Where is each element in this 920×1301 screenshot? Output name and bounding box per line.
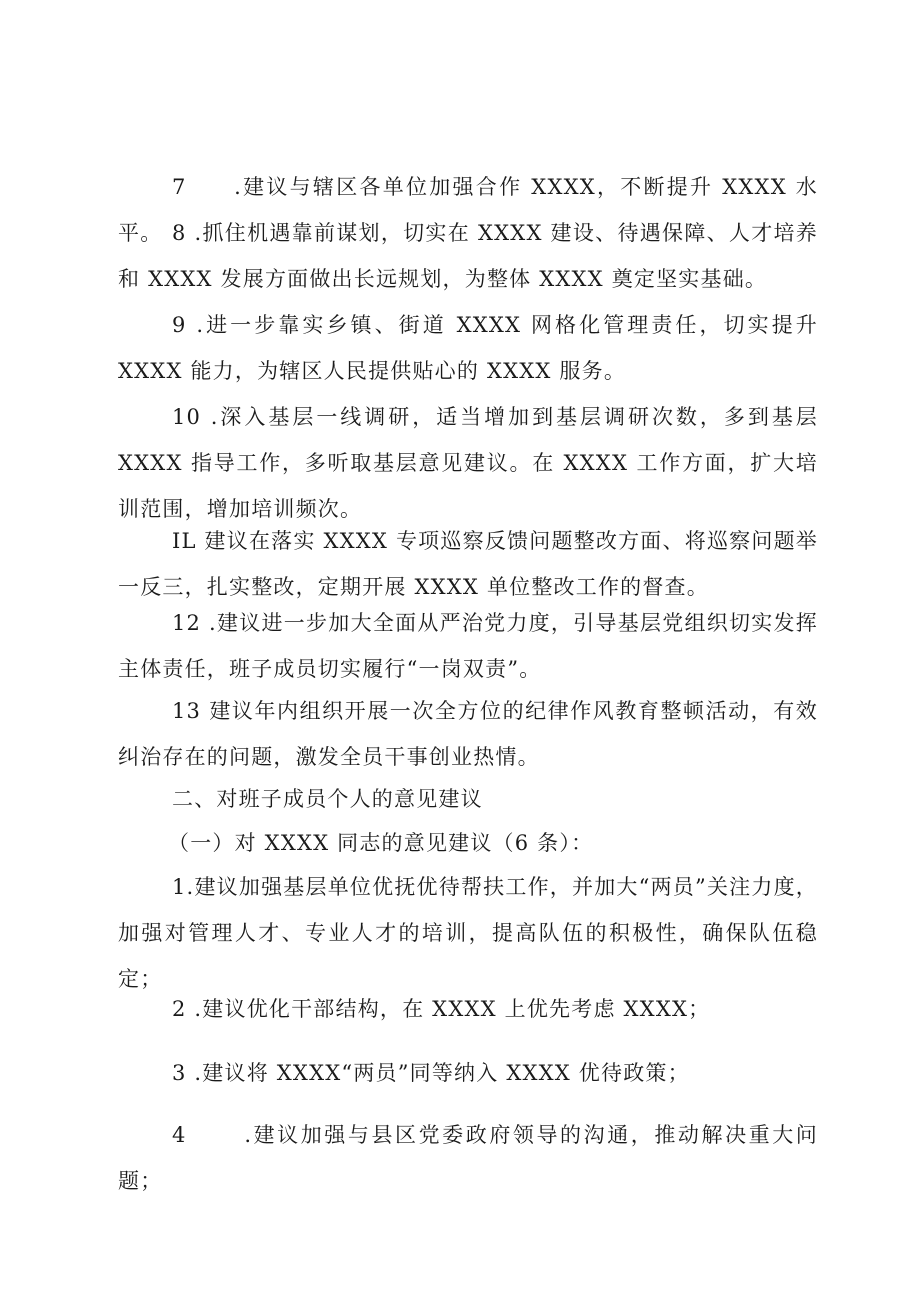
paragraph-11: IL 建议在落实 XXXX 专项巡察反馈问题整改方面、将巡察问题举一反三，扎实整改，定期开展 XXXX 单位整改工作的督查。	[118, 529, 818, 599]
list-item-1: 1.建议加强基层单位优抚优待帮扶工作，并加大“两员”关注力度，加强对管理人才、专业人才的培训，提高队伍的积极性，确保队伍稳定；	[118, 875, 818, 991]
paragraph-7: 7 .建议与辖区各单位加强合作 XXXX，不断提升 XXXX 水平。	[118, 175, 818, 245]
sub-heading: （一）对 XXXX 同志的意见建议（6 条）：	[168, 831, 594, 855]
paragraph-13: 13 建议年内组织开展一次全方位的纪律作风教育整顿活动，有效纠治存在的问题，激发全员干事创业热情。	[118, 699, 818, 769]
paragraph-12: 12 .建议进一步加大全面从严治党力度，引导基层党组织切实发挥主体责任，班子成员切实履行“一岗双责”。	[118, 611, 818, 681]
list-item-3: 3 .建议将 XXXX“两员”同等纳入 XXXX 优待政策；	[172, 1061, 690, 1085]
paragraph-9: 9 .进一步靠实乡镇、街道 XXXX 网格化管理责任，切实提升 XXXX 能力，为辖区人民提供贴心的 XXXX 服务。	[118, 313, 826, 383]
list-item-2: 2 .建议优化干部结构，在 XXXX 上优先考虑 XXXX；	[172, 997, 711, 1021]
paragraph-8: 8 .抓住机遇靠前谋划，切实在 XXXX 建设、待遇保障、人才培养和 XXXX 发展方面做出长远规划，为整体 XXXX 奠定坚实基础。	[118, 221, 818, 291]
section-heading: 二、对班子成员个人的意见建议	[172, 787, 483, 811]
paragraph-10: 10 .深入基层一线调研，适当增加到基层调研次数，多到基层 XXXX 指导工作，多听取基层意见建议。在 XXXX 工作方面，扩大培训范围，增加培训频次。	[118, 405, 826, 521]
list-item-4: 4 .建议加强与县区党委政府领导的沟通，推动解决重大问题；	[118, 1123, 818, 1193]
